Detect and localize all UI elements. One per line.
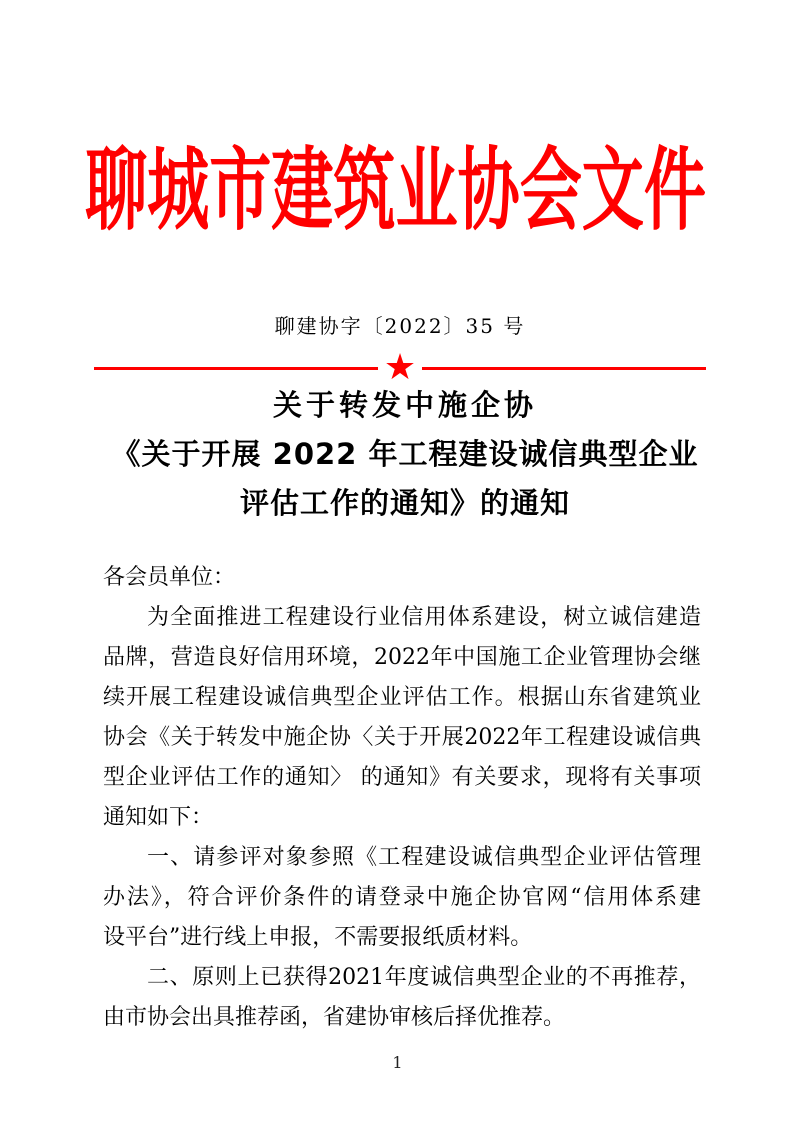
notice-title-line-3: 评估工作的通知》的通知 [239, 486, 570, 520]
document-number: 聊建协字〔2022〕35 号 [274, 314, 526, 338]
notice-title-line-1: 关于转发中施企协 [272, 388, 537, 422]
body-line: 由市协会出具推荐函，省建协审核后择优推荐。 [103, 1005, 566, 1030]
body-line: 型企业评估工作的通知〉 的通知》有关要求，现将有关事项 [103, 765, 701, 790]
body-line: 续开展工程建设诚信典型企业评估工作。根据山东省建筑业 [103, 685, 701, 710]
body-line: 通知如下： [103, 805, 214, 830]
body-line: 设平台”进行线上申报，不需要报纸质材料。 [103, 925, 533, 950]
page-number: 1 [392, 1053, 403, 1072]
body-line: 品牌，营造良好信用环境，2022年中国施工企业管理协会继 [103, 645, 701, 670]
body-line: 协会《关于转发中施企协〈关于开展2022年工程建设诚信典 [103, 725, 701, 750]
body-line: 一、请参评对象参照《工程建设诚信典型企业评估管理 [147, 845, 701, 870]
body-line: 为全面推进工程建设行业信用体系建设，树立诚信建造 [147, 605, 701, 630]
notice-title [60, 381, 750, 528]
star-icon: ★ [383, 347, 417, 388]
divider-line-right [422, 367, 706, 370]
salutation-line: 各会员单位： [103, 565, 236, 590]
notice-title-line-2: 《关于开展 2022 年工程建设诚信典型企业 [111, 437, 699, 471]
letterhead-title: 聊城市建筑业协会文件 [85, 137, 706, 243]
notice-body [103, 558, 701, 1038]
body-line: 办法》，符合评价条件的请登录中施企协官网“信用体系建 [103, 885, 701, 910]
divider-line-left [94, 367, 378, 370]
body-line: 二、原则上已获得2021年度诚信典型企业的不再推荐， [147, 965, 701, 990]
